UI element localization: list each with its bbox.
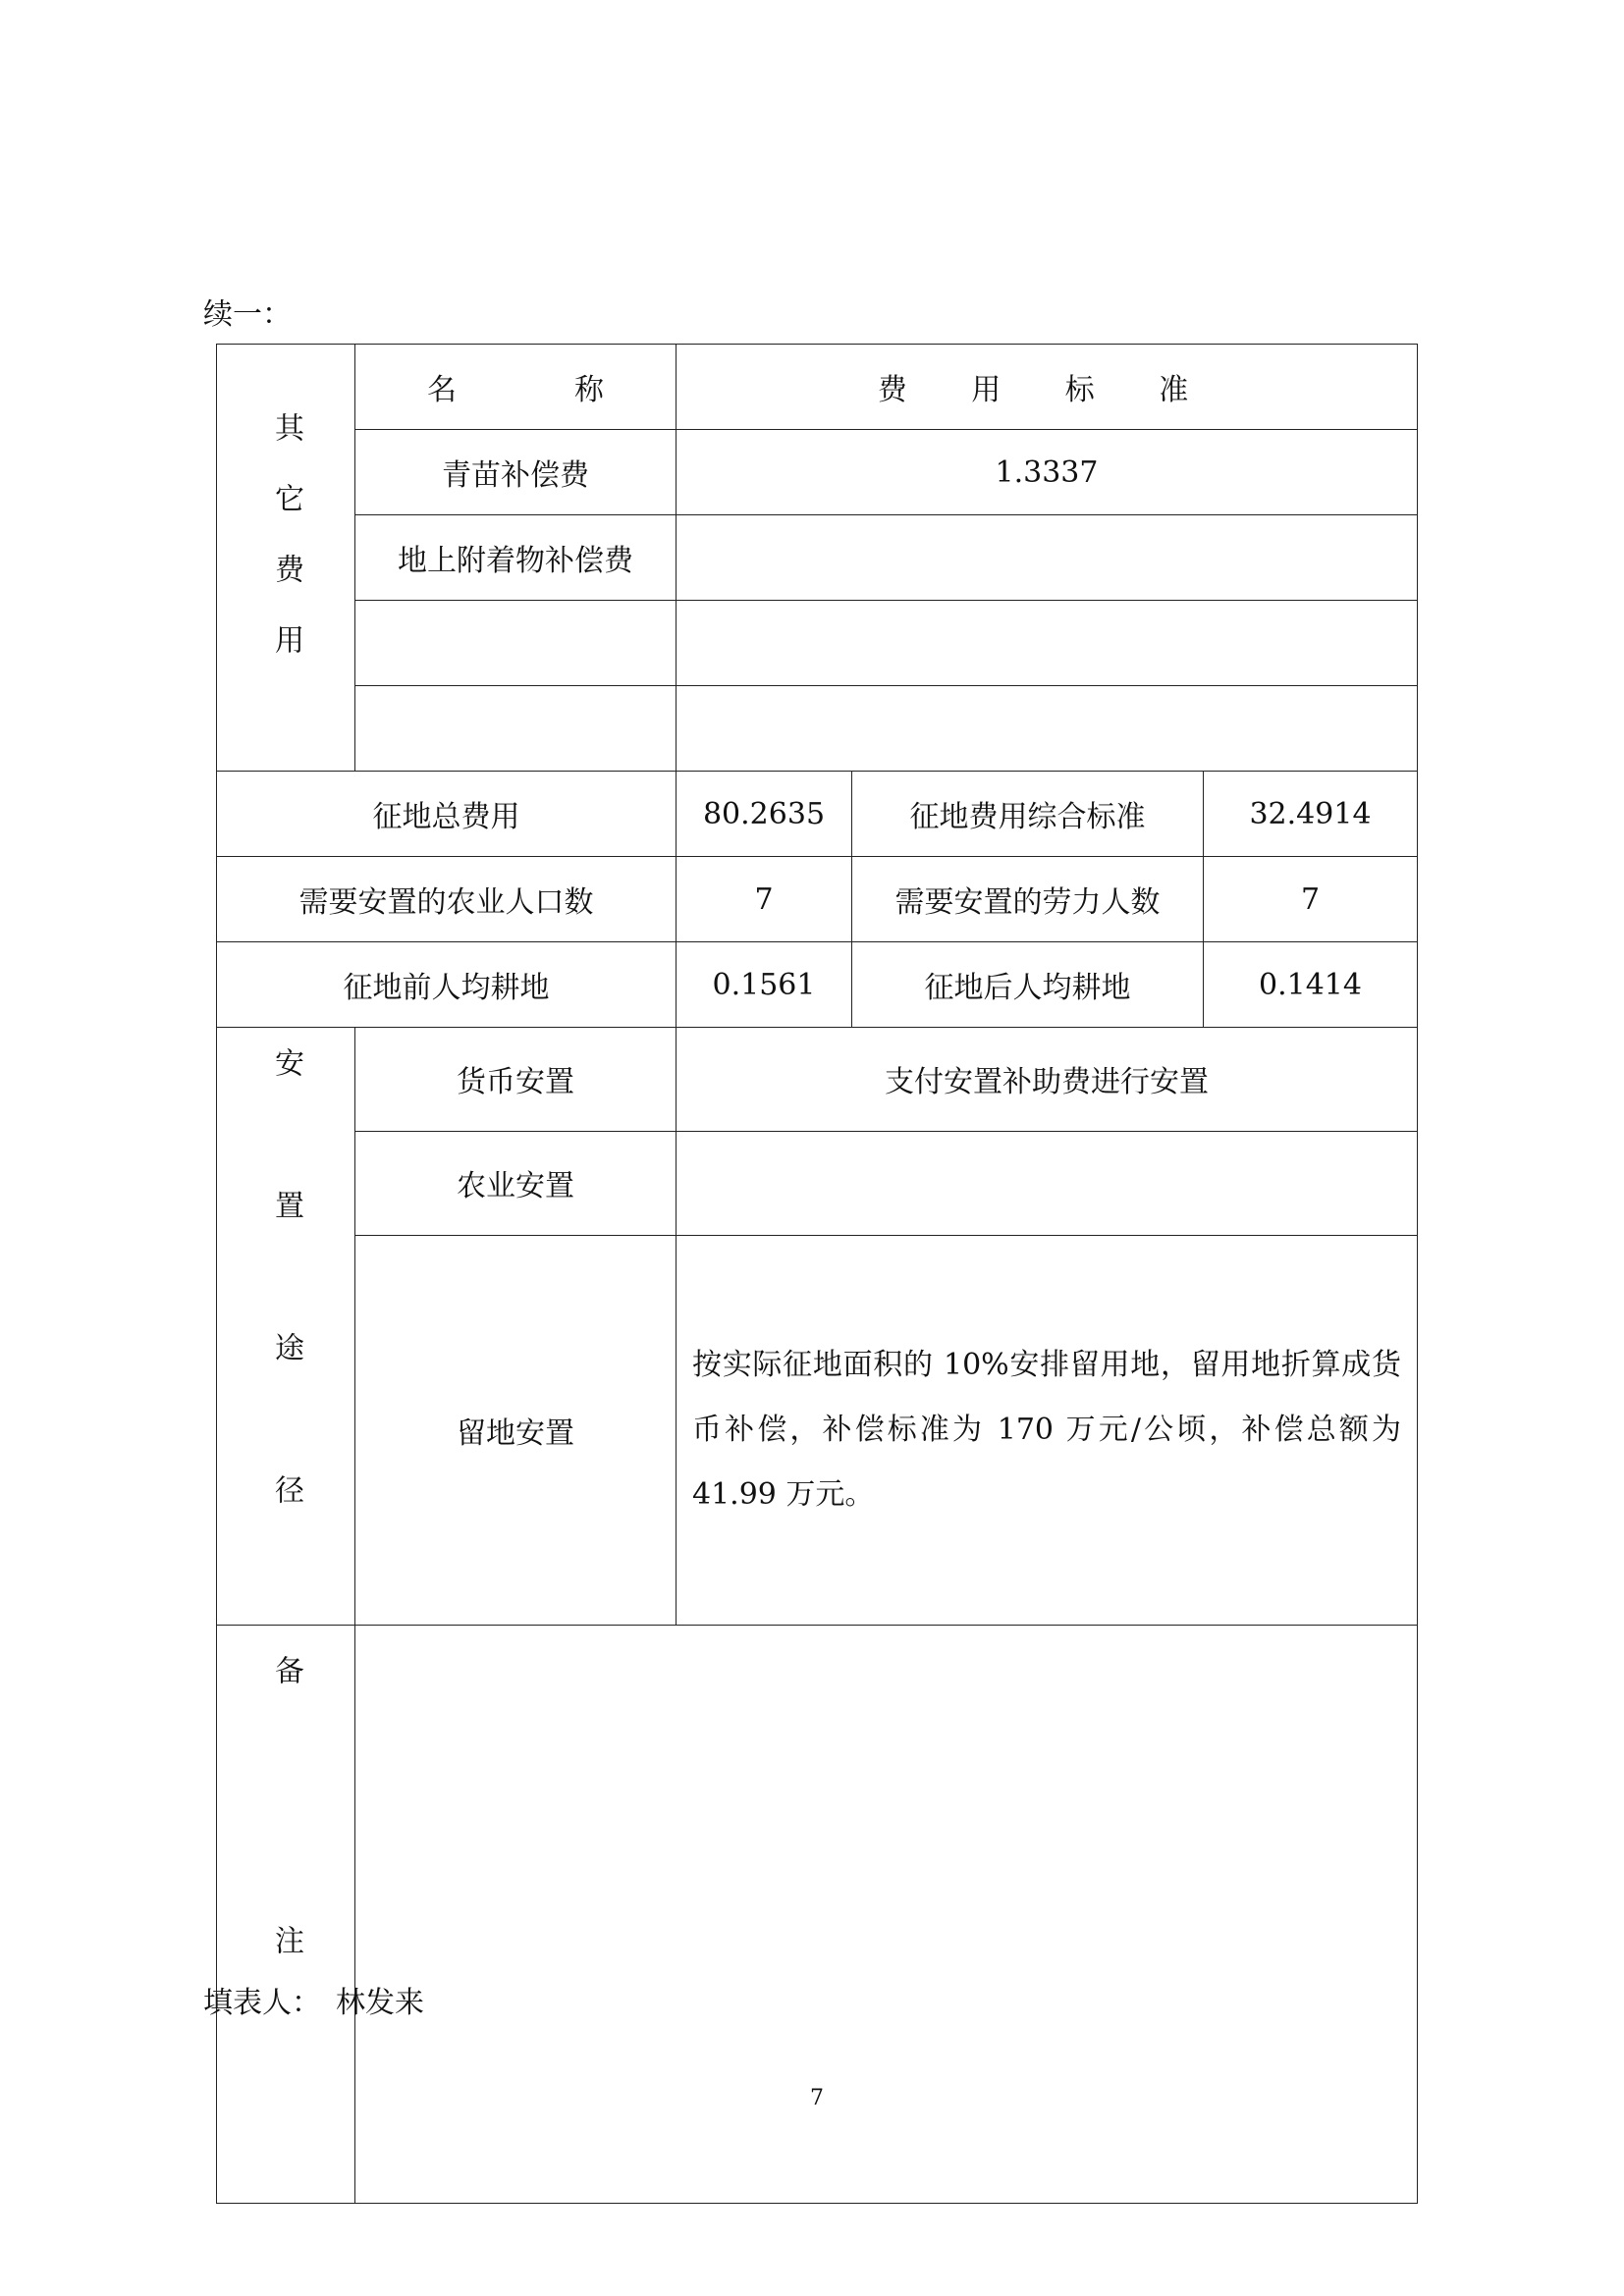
table-row bbox=[217, 1626, 1418, 2204]
summary-label: 需要安置的农业人口数 bbox=[217, 857, 677, 942]
remarks-label: 备注 bbox=[217, 1626, 355, 2204]
fee-value: 1.3337 bbox=[677, 430, 1418, 515]
resettlement-value: 支付安置补助费进行安置 bbox=[677, 1028, 1418, 1132]
resettlement-name: 农业安置 bbox=[355, 1131, 677, 1235]
table-row bbox=[217, 686, 1418, 772]
summary-label: 征地总费用 bbox=[217, 772, 677, 857]
fee-value bbox=[677, 686, 1418, 772]
table-row bbox=[217, 857, 1418, 942]
table-row bbox=[217, 515, 1418, 601]
standard-header: 费 用 标 准 bbox=[677, 345, 1418, 430]
fee-name: 地上附着物补偿费 bbox=[355, 515, 677, 601]
summary-value: 32.4914 bbox=[1204, 772, 1418, 857]
resettlement-value: 按实际征地面积的 10%安排留用地，留用地折算成货币补偿，补偿标准为 170 万元/公顷，补偿总额为 41.99 万元。 bbox=[677, 1235, 1418, 1626]
other-fees-label: 其它费用 bbox=[217, 345, 355, 772]
resettlement-name: 留地安置 bbox=[355, 1235, 677, 1626]
remarks-value bbox=[355, 1626, 1418, 2204]
fee-value bbox=[677, 515, 1418, 601]
summary-label: 征地前人均耕地 bbox=[217, 942, 677, 1028]
summary-value: 7 bbox=[677, 857, 852, 942]
resettlement-value bbox=[677, 1131, 1418, 1235]
table-row bbox=[217, 772, 1418, 857]
resettlement-label: 安置途径 bbox=[217, 1028, 355, 1626]
table-row bbox=[217, 1131, 1418, 1235]
table-row bbox=[217, 430, 1418, 515]
land-acquisition-table bbox=[216, 344, 1418, 2204]
fee-name: 青苗补偿费 bbox=[355, 430, 677, 515]
resettlement-name: 货币安置 bbox=[355, 1028, 677, 1132]
summary-value: 0.1414 bbox=[1204, 942, 1418, 1028]
filler-name: 填表人： 林发来 bbox=[203, 1986, 424, 2020]
summary-label: 需要安置的劳力人数 bbox=[852, 857, 1204, 942]
summary-label: 征地后人均耕地 bbox=[852, 942, 1204, 1028]
summary-label: 征地费用综合标准 bbox=[852, 772, 1204, 857]
continuation-title: 续一： bbox=[203, 297, 292, 332]
fee-name bbox=[355, 686, 677, 772]
fee-value bbox=[677, 601, 1418, 686]
summary-value: 80.2635 bbox=[677, 772, 852, 857]
name-header: 名 称 bbox=[355, 345, 677, 430]
summary-value: 0.1561 bbox=[677, 942, 852, 1028]
fee-name bbox=[355, 601, 677, 686]
table-row bbox=[217, 1028, 1418, 1132]
page-number: 7 bbox=[810, 2086, 824, 2110]
table-row bbox=[217, 601, 1418, 686]
table-row bbox=[217, 345, 1418, 430]
table-row bbox=[217, 1235, 1418, 1626]
summary-value: 7 bbox=[1204, 857, 1418, 942]
table-row bbox=[217, 942, 1418, 1028]
